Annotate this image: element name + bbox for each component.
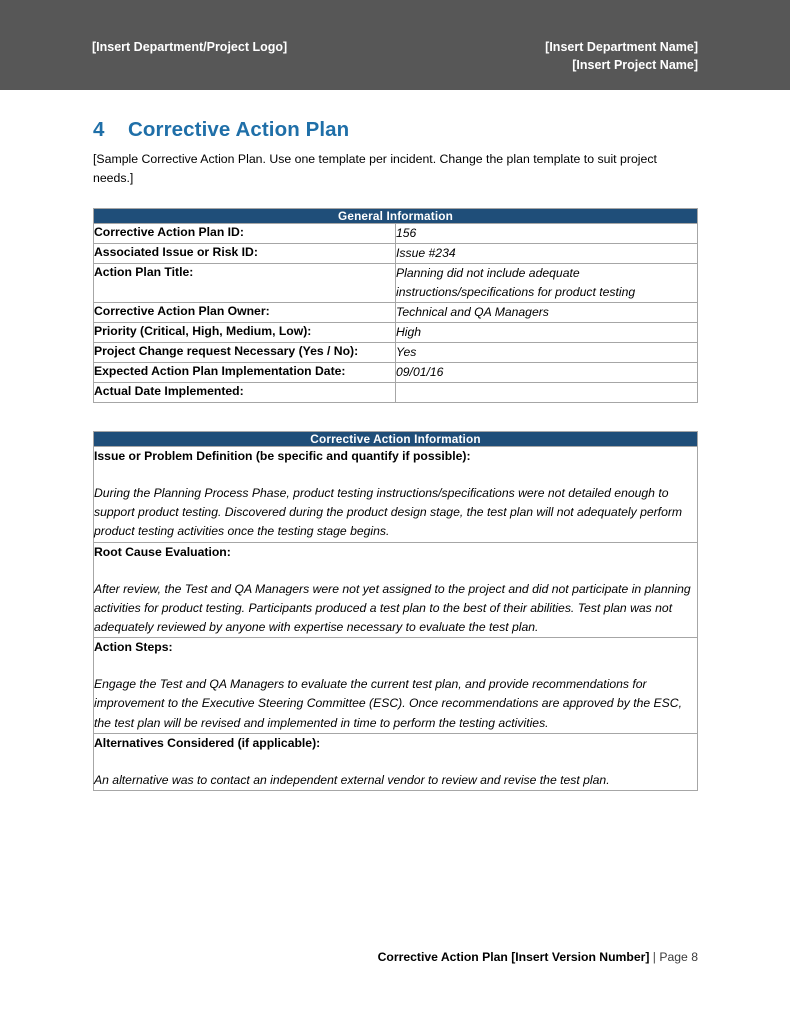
row-label-plan-owner: Corrective Action Plan Owner: (94, 303, 396, 323)
table-spacer (93, 403, 697, 431)
footer-page-number: Page 8 (659, 950, 698, 964)
block-alternatives-considered (94, 733, 698, 790)
general-information-header: General Information (94, 209, 698, 224)
row-value-change-request[interactable]: Yes (396, 343, 698, 363)
block-text-action-steps[interactable]: Engage the Test and QA Managers to evaluate the current test plan, and provide recommendations for improvement to the Executive Steering Committee (ESC). Once recommendations are approved by the ESC, the test plan will be revised and implemented in time to perform the testing activities. (94, 677, 682, 730)
header-org-names (545, 38, 698, 74)
block-title-alternatives-considered: Alternatives Considered (if applicable): (94, 735, 321, 750)
table-row (94, 323, 698, 343)
footer-separator: | (652, 950, 656, 964)
page-header-band (0, 0, 790, 90)
table-row (94, 363, 698, 383)
table-row (94, 733, 698, 790)
page-title (93, 90, 697, 142)
header-logo-placeholder: [Insert Department/Project Logo] (92, 40, 288, 54)
row-value-plan-owner[interactable]: Technical and QA Managers (396, 303, 698, 323)
block-text-root-cause-evaluation[interactable]: After review, the Test and QA Managers were not yet assigned to the project and did not participate in planning activities for product testing. Participants produced a test plan to the best of their abilities. Test plan was not adequately reviewed by anyone with expertise necessary to evaluate the test plan. (94, 581, 691, 635)
row-value-issue-risk-id[interactable]: Issue #234 (396, 244, 698, 264)
table-row (94, 638, 698, 734)
row-label-issue-risk-id: Associated Issue or Risk ID: (94, 244, 396, 264)
block-title-root-cause-evaluation: Root Cause Evaluation: (94, 544, 231, 559)
row-label-expected-date: Expected Action Plan Implementation Date: (94, 363, 396, 383)
row-label-plan-id: Corrective Action Plan ID: (94, 224, 396, 244)
table-row (94, 542, 698, 638)
section-number: 4 (93, 118, 105, 141)
footer-document-title: Corrective Action Plan [Insert Version Number] (377, 950, 650, 964)
block-title-action-steps: Action Steps: (94, 640, 173, 655)
row-value-actual-date[interactable] (396, 383, 698, 403)
intro-paragraph: [Sample Corrective Action Plan. Use one template per incident. Change the plan template to suit project needs.] (93, 152, 657, 185)
page-header-content (92, 38, 698, 74)
table-row (94, 343, 698, 363)
header-project-name: [Insert Project Name] (572, 58, 698, 72)
block-title-issue-definition: Issue or Problem Definition (be specific and quantify if possible): (94, 449, 471, 463)
section-title: Corrective Action Plan (128, 118, 350, 141)
block-issue-definition (94, 447, 698, 543)
row-label-action-plan-title: Action Plan Title: (94, 264, 396, 303)
row-value-plan-id[interactable]: 156 (396, 224, 698, 244)
document-content (93, 90, 697, 791)
row-label-change-request: Project Change request Necessary (Yes / No): (94, 343, 396, 363)
table-row (94, 264, 698, 303)
table-row (94, 303, 698, 323)
block-text-alternatives-considered[interactable]: An alternative was to contact an independent external vendor to review and revise the test plan. (94, 772, 610, 787)
block-action-steps (94, 638, 698, 734)
table-header-row (94, 209, 698, 224)
table-row (94, 383, 698, 403)
row-value-action-plan-title[interactable]: Planning did not include adequate instructions/specifications for product testing (396, 264, 698, 303)
block-root-cause-evaluation (94, 542, 698, 638)
corrective-action-information-header: Corrective Action Information (94, 432, 698, 447)
header-department-name: [Insert Department Name] (545, 40, 698, 54)
corrective-action-information-table (93, 431, 698, 791)
table-header-row (94, 432, 698, 447)
row-label-priority: Priority (Critical, High, Medium, Low): (94, 323, 396, 343)
row-label-actual-date: Actual Date Implemented: (94, 383, 396, 403)
page-footer (0, 950, 790, 964)
row-value-priority[interactable]: High (396, 323, 698, 343)
table-row (94, 447, 698, 543)
table-row (94, 244, 698, 264)
row-value-expected-date[interactable]: 09/01/16 (396, 363, 698, 383)
table-row (94, 224, 698, 244)
document-body (0, 90, 790, 791)
block-text-issue-definition[interactable]: During the Planning Process Phase, product testing instructions/specifications were not detailed enough to support product testing. Discovered during the product design stage, the test plan will not adequately perform product testing activities once the testing stage begins. (94, 486, 683, 539)
general-information-table (93, 208, 698, 403)
